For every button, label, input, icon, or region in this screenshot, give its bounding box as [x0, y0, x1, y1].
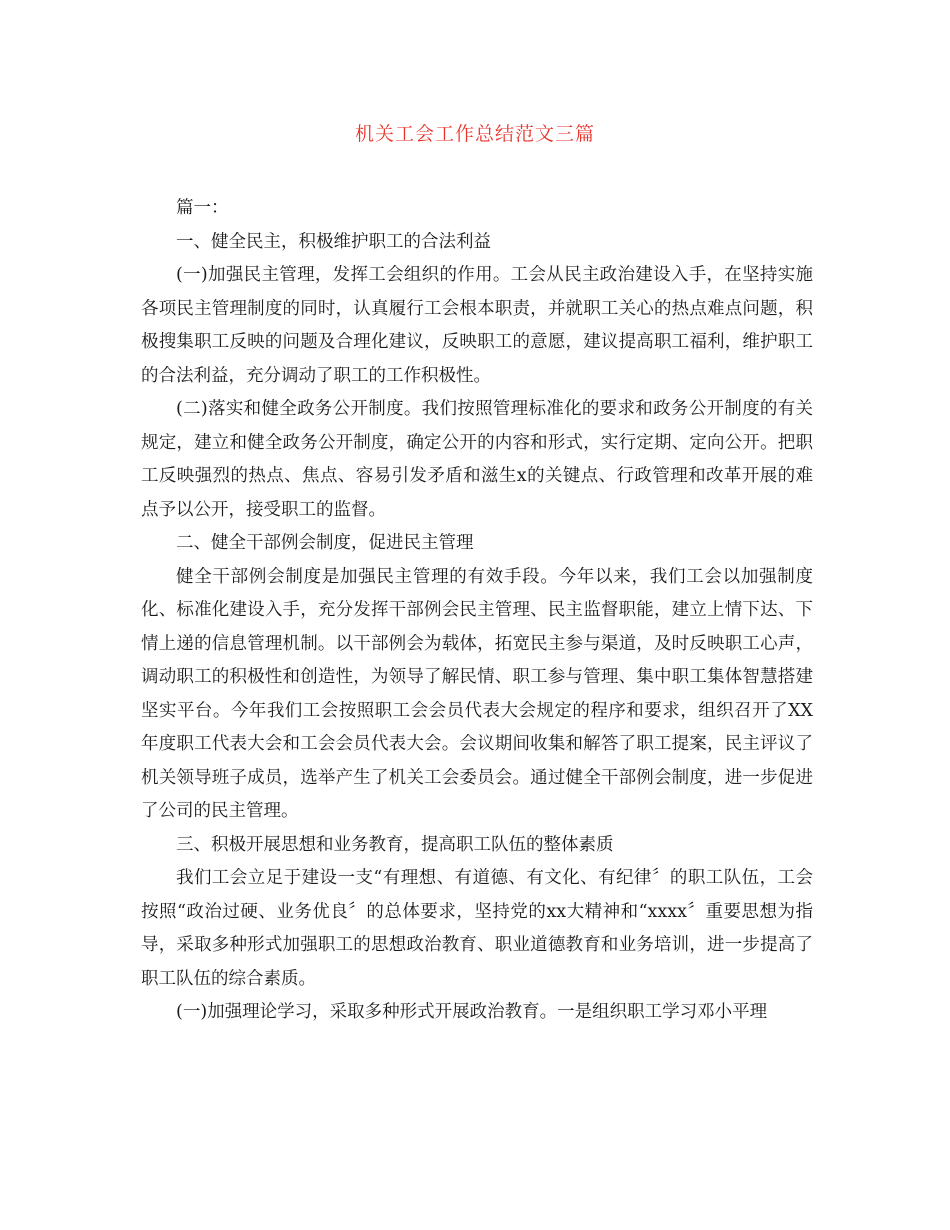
paragraph: (一)加强民主管理，发挥工会组织的作用。工会从民主政治建设入手，在坚持实施各项民主管理制度的同时，认真履行工会根本职责，并就职工关心的热点难点问题，积极搜集职工反映的问题及合理化建议，反映职工的意愿，建议提高职工福利，维护职工的合法利益，充分调动了职工的工作积极性。	[141, 265, 813, 386]
paragraph: 我们工会立足于建设一支“有理想、有道德、有文化、有纪律〞的职工队伍，工会按照“政治过硬、业务优良〞的总体要求，坚持党的xx大精神和“xxxx〞重要思想为指导，采取多种形式加强职工的思想政治教育、职业道德教育和业务培训，进一步提高了职工队伍的综合素质。	[141, 868, 813, 989]
document-body	[141, 192, 813, 1030]
section-label: 篇一：	[176, 198, 229, 218]
document-title: 机关工会工作总结范文三篇	[354, 123, 595, 145]
section-heading: 一、健全民主，积极维护职工的合法利益	[176, 231, 491, 252]
paragraph: 健全干部例会制度是加强民主管理的有效手段。今年以来，我们工会以加强制度化、标准化建设入手，充分发挥干部例会民主管理、民主监督职能，建立上情下达、下情上递的信息管理机制。以干部例会为载体，拓宽民主参与渠道，及时反映职工心声，调动职工的积极性和创造性，为领导了解民情、职工参与管理、集中职工集体智慧搭建坚实平台。今年我们工会按照职工会会员代表大会规定的程序和要求，组织召开了XX年度职工代表大会和工会会员代表大会。会议期间收集和解答了职工提案，民主评议了机关领导班子成员，选举产生了机关工会委员会。通过健全干部例会制度，进一步促进了公司的民主管理。	[141, 566, 813, 821]
section-heading: 三、积极开展思想和业务教育，提高职工队伍的整体素质	[176, 834, 614, 855]
paragraph: (一)加强理论学习，采取多种形式开展政治教育。一是组织职工学习邓小平理	[176, 1002, 768, 1022]
paragraph: (二)落实和健全政务公开制度。我们按照管理标准化的要求和政务公开制度的有关规定，建立和健全政务公开制度，确定公开的内容和形式，实行定期、定向公开。把职工反映强烈的热点、焦点、容易引发矛盾和滋生x的关键点、行政管理和改革开展的难点予以公开，接受职工的监督。	[141, 399, 813, 520]
section-heading: 二、健全干部例会制度，促进民主管理	[176, 533, 474, 553]
